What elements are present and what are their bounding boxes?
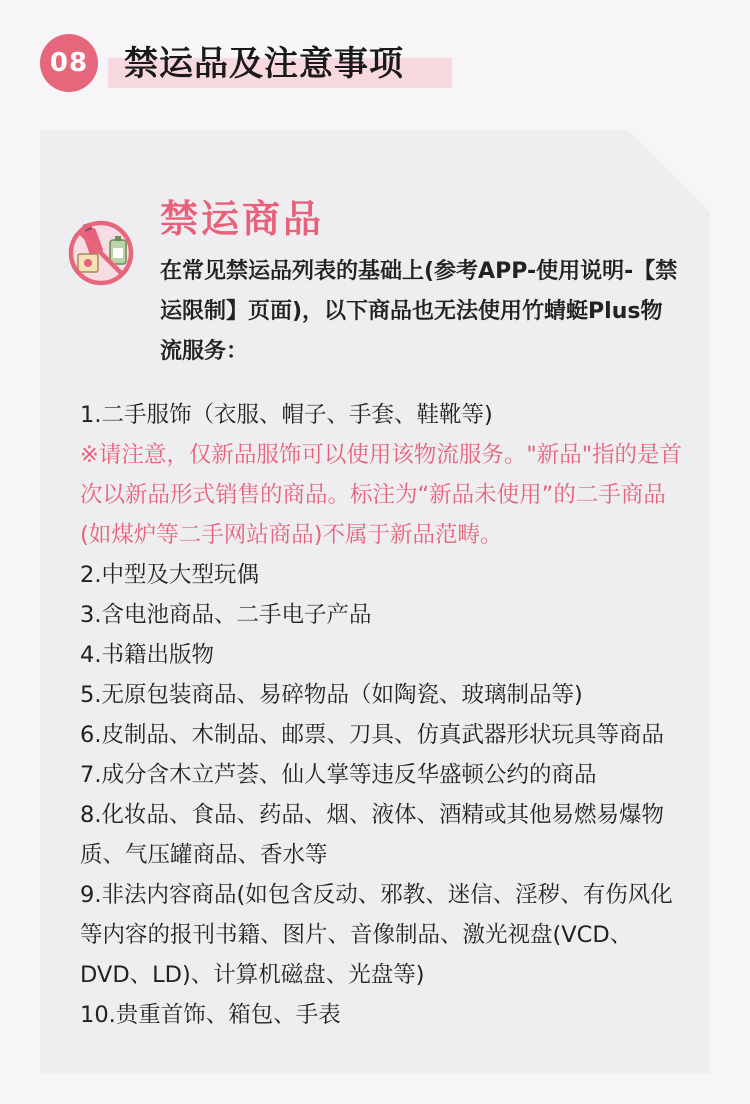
list-item: 2.中型及大型玩偶 <box>80 562 259 588</box>
prohibited-items-list <box>80 395 695 1035</box>
list-item: 10.贵重首饰、箱包、手表 <box>80 1002 341 1028</box>
list-item: 6.皮制品、木制品、邮票、刀具、仿真武器形状玩具等商品 <box>80 722 664 748</box>
list-item: 1.二手服饰（衣服、帽子、手套、鞋靴等) <box>80 402 493 428</box>
list-item: 8.化妆品、食品、药品、烟、液体、酒精或其他易燃易爆物质、气压罐商品、香水等 <box>80 802 664 868</box>
list-item: 9.非法内容商品(如包含反动、邪教、迷信、淫秽、有伤风化等内容的报刊书籍、图片、音像制品、激光视盘(VCD、DVD、LD)、计算机磁盘、光盘等) <box>80 882 673 988</box>
battery-icon <box>110 236 126 264</box>
book-icon <box>78 254 98 272</box>
list-item: 3.含电池商品、二手电子产品 <box>80 602 372 628</box>
section-title: 禁运品及注意事项 <box>124 44 404 84</box>
list-item: 4.书籍出版物 <box>80 642 214 668</box>
prohibited-items-title: 禁运商品 <box>160 197 325 241</box>
prohibited-items-icon <box>66 218 136 288</box>
prohibited-items-intro: 在常见禁运品列表的基础上(参考APP-使用说明-【禁运限制】页面)，以下商品也无法使用竹蜻蜓Plus物流服务： <box>160 259 678 364</box>
used-clothing-note: ※请注意，仅新品服饰可以使用该物流服务。"新品"指的是首次以新品形式销售的商品。标注为“新品未使用”的二手商品(如煤炉等二手网站商品)不属于新品范畴。 <box>80 442 683 548</box>
list-item: 7.成分含木立芦荟、仙人掌等违反华盛顿公约的商品 <box>80 762 597 788</box>
section-number-badge: 08 <box>40 34 98 92</box>
list-item: 5.无原包装商品、易碎物品（如陶瓷、玻璃制品等) <box>80 682 583 708</box>
section-header <box>0 0 750 110</box>
